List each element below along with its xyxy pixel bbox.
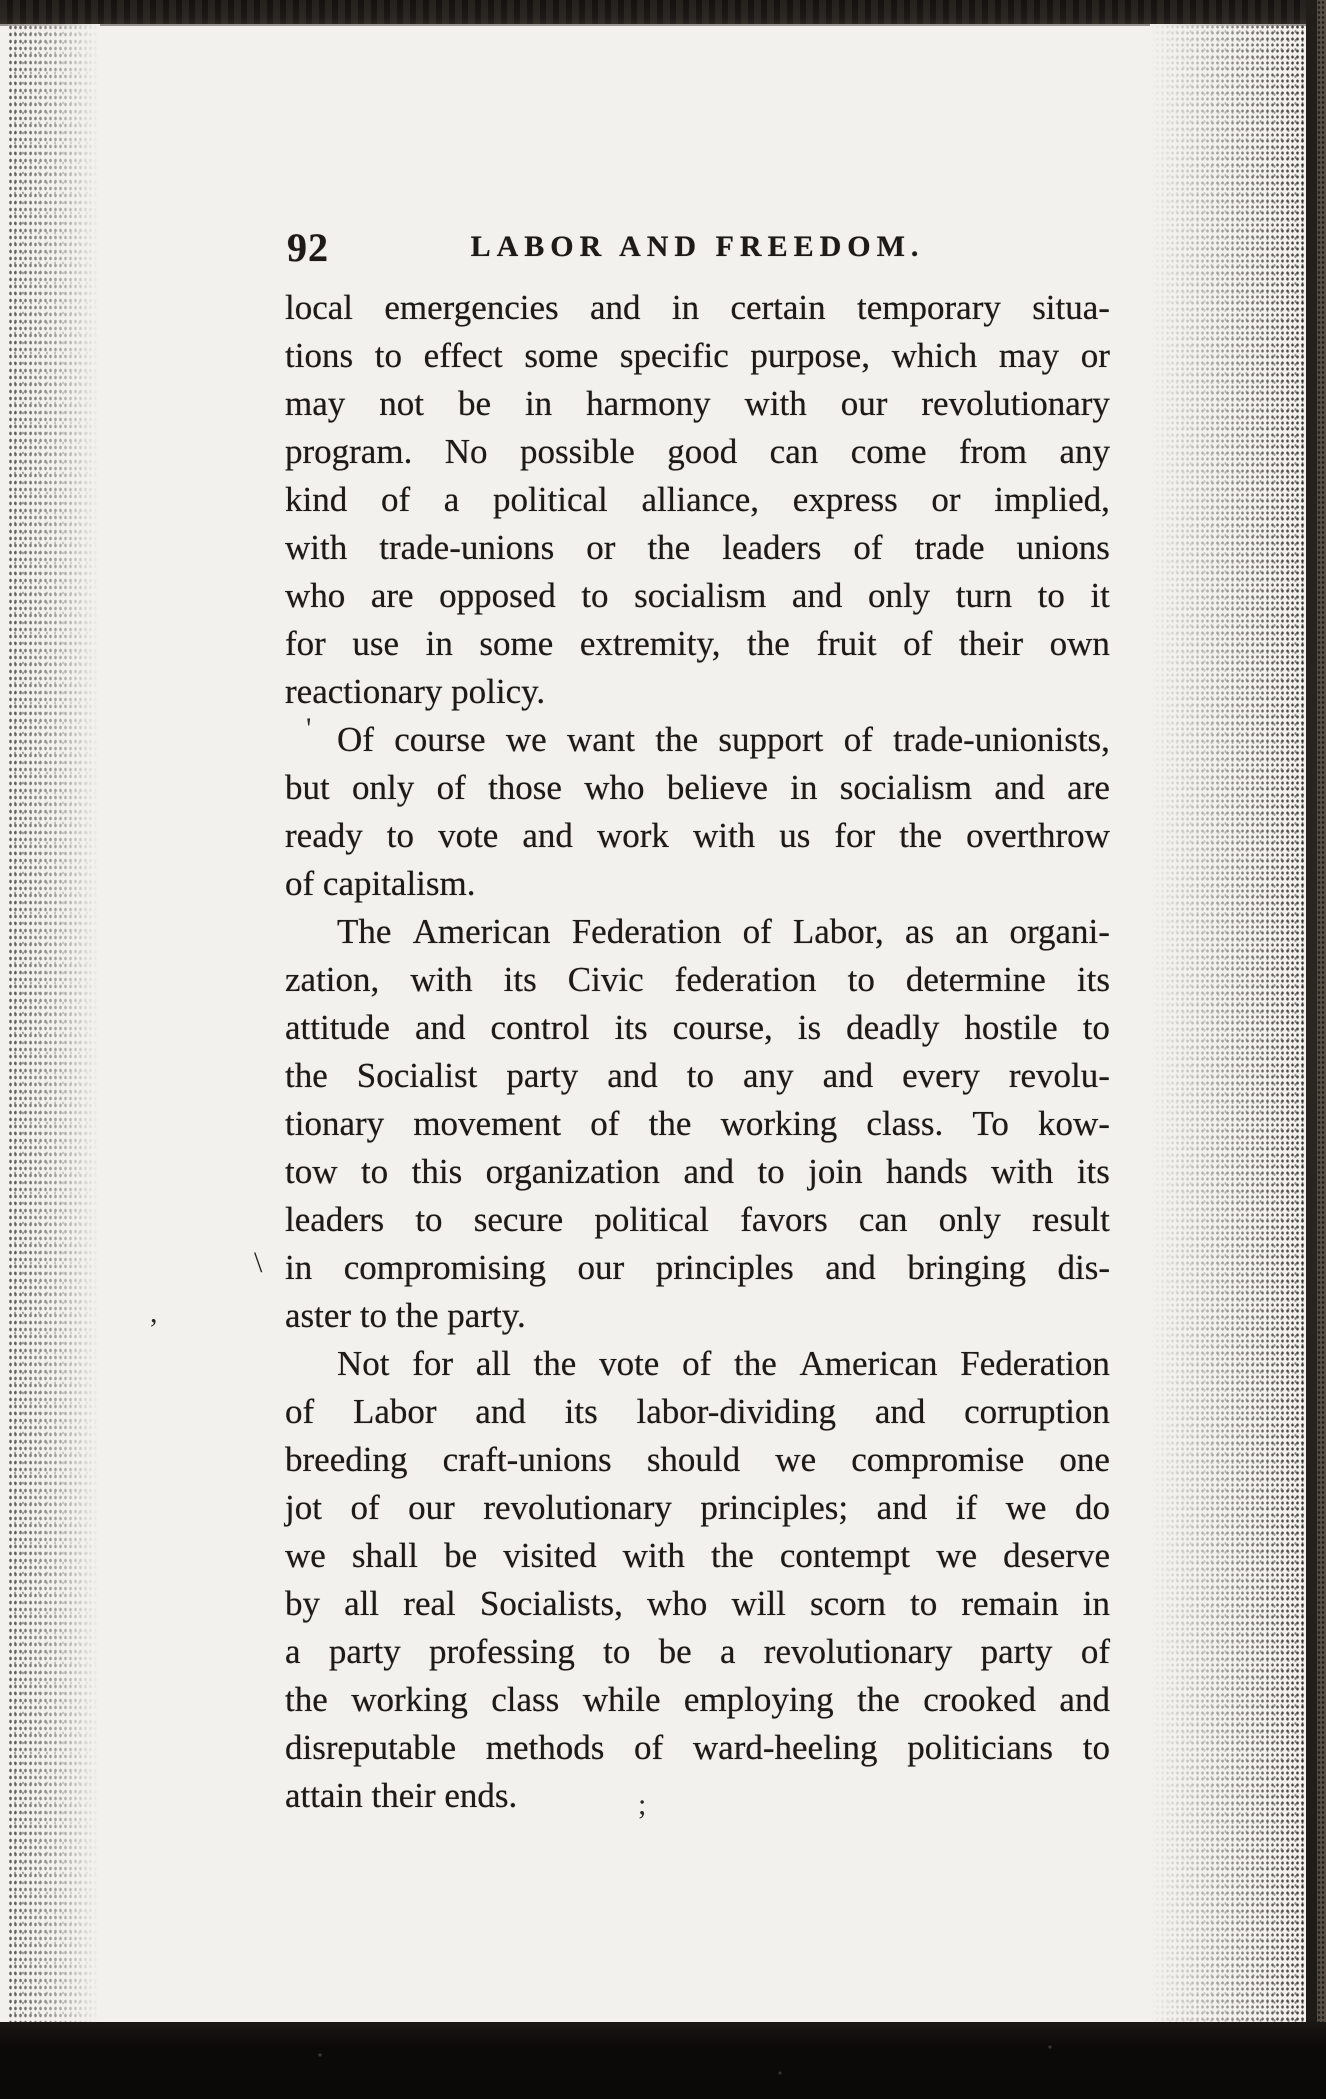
word: real (403, 1584, 456, 1623)
word: of (634, 1728, 664, 1767)
word: control (490, 1008, 590, 1047)
word: revolutionary (921, 384, 1110, 423)
word: we (1005, 1488, 1047, 1527)
word: harmony (586, 384, 711, 423)
word: are (1067, 768, 1110, 807)
word: only (938, 1200, 1001, 1239)
word: deserve (1003, 1536, 1110, 1575)
text-line (285, 284, 1110, 332)
word: only (352, 768, 415, 807)
word: we (285, 1536, 326, 1575)
word: of (436, 768, 466, 807)
text-line (285, 716, 1110, 764)
word: employing (683, 1680, 834, 1719)
word: ready (285, 816, 363, 855)
word: zation, (285, 960, 380, 999)
word: this (411, 1152, 463, 1191)
word: or (1080, 336, 1110, 375)
word: or (586, 528, 616, 567)
word: with (692, 816, 756, 855)
word: the (655, 720, 699, 759)
word: class (491, 1680, 560, 1719)
word: dis- (1057, 1248, 1110, 1287)
word: compromising (343, 1248, 546, 1287)
word: extremity, (579, 624, 721, 663)
word: result (1032, 1200, 1110, 1239)
word: and (1059, 1680, 1110, 1719)
word: shall (351, 1536, 419, 1575)
word: should (646, 1440, 741, 1479)
word: compromise (851, 1440, 1025, 1479)
word: its (564, 1392, 598, 1431)
word: join (808, 1152, 863, 1191)
word: it (1090, 576, 1110, 615)
word: bringing (907, 1248, 1026, 1287)
word: Not (337, 1344, 390, 1383)
word: do (1074, 1488, 1110, 1527)
text-line (285, 1340, 1110, 1388)
text-line (285, 1580, 1110, 1628)
word: to (386, 816, 415, 855)
page-number: 92 (287, 225, 329, 270)
word: party (506, 1056, 579, 1095)
word: kind (285, 480, 348, 519)
word: support (718, 720, 824, 759)
word: in (1082, 1584, 1110, 1623)
word: the (733, 1344, 777, 1383)
word: to (910, 1584, 938, 1623)
word: as (904, 912, 935, 951)
word: in (425, 624, 453, 663)
page-header (285, 224, 1110, 268)
word: principles; (700, 1488, 849, 1527)
word: of (682, 1344, 712, 1383)
word: for (412, 1344, 454, 1383)
word: Labor, (792, 912, 884, 951)
text-line (285, 1004, 1110, 1052)
word: one (1059, 1440, 1110, 1479)
word: craft-unions (442, 1440, 612, 1479)
text-line: attain their ends. (285, 1776, 518, 1815)
word: those (488, 768, 562, 807)
scan-page-edge-line (1306, 0, 1317, 2096)
word: revolutionary (483, 1488, 672, 1527)
word: to (686, 1056, 715, 1095)
text-line (285, 332, 1110, 380)
word: alliance, (641, 480, 760, 519)
scan-artifact: , (150, 1296, 158, 1329)
word: an (955, 912, 989, 951)
word: the (285, 1056, 328, 1095)
word: principles (655, 1248, 794, 1287)
word: and (822, 1056, 874, 1095)
word: from (958, 432, 1027, 471)
word: temporary (857, 288, 1001, 327)
word: and (876, 1488, 928, 1527)
word: believe (666, 768, 768, 807)
text-line (285, 476, 1110, 524)
word: Federation (960, 1344, 1110, 1383)
text-line (285, 764, 1110, 812)
word: attitude (285, 1008, 390, 1047)
text-line (285, 1724, 1110, 1772)
scan-shadow-right (1150, 24, 1306, 2022)
word: to (374, 336, 402, 375)
word: of (590, 1104, 620, 1143)
word: The (337, 912, 392, 951)
word: Federation (571, 912, 722, 951)
word: opposed (439, 576, 556, 615)
word: effect (423, 336, 503, 375)
word: hands (886, 1152, 968, 1191)
word: and (475, 1392, 526, 1431)
word: organization (485, 1152, 660, 1191)
paragraph (285, 908, 1110, 1340)
word: if (955, 1488, 978, 1527)
word: revolutionary (763, 1632, 953, 1671)
text-line (285, 812, 1110, 860)
word: while (582, 1680, 661, 1719)
word: and (994, 768, 1045, 807)
page-body-text (285, 284, 1110, 1820)
word: we (505, 720, 547, 759)
scan-top-edge (0, 0, 1326, 24)
word: can (858, 1200, 908, 1239)
word: to (581, 576, 609, 615)
word: professing (429, 1632, 575, 1671)
word: course, (672, 1008, 773, 1047)
word: fruit (816, 624, 877, 663)
word: overthrow (966, 816, 1110, 855)
word: class. (866, 1104, 944, 1143)
word: their (958, 624, 1024, 663)
word: Socialists, (479, 1584, 623, 1623)
word: of (853, 528, 883, 567)
word: crooked (923, 1680, 1036, 1719)
word: vote (438, 816, 499, 855)
word: in (524, 384, 553, 423)
word: any (1059, 432, 1110, 471)
word: of (903, 624, 933, 663)
word: political (594, 1200, 710, 1239)
text-line (285, 1676, 1110, 1724)
word: determine (905, 960, 1046, 999)
word: American (799, 1344, 938, 1383)
word: politicians (907, 1728, 1054, 1767)
word: and (414, 1008, 466, 1047)
word: all (344, 1584, 380, 1623)
word: secure (473, 1200, 564, 1239)
text-line (285, 1196, 1110, 1244)
word: to (757, 1152, 785, 1191)
word: the (711, 1536, 754, 1575)
word: any (743, 1056, 794, 1095)
word: to (847, 960, 875, 999)
word: its (1076, 960, 1110, 999)
paragraph (285, 1340, 1110, 1820)
text-line (285, 908, 1110, 956)
word: work (596, 816, 669, 855)
scan-artifact: ; (638, 1788, 647, 1821)
word: turn (955, 576, 1013, 615)
word: may (285, 384, 346, 423)
word: Civic (567, 960, 644, 999)
word: the (647, 528, 691, 567)
word: every (902, 1056, 980, 1095)
word: and (589, 288, 641, 327)
word: express (792, 480, 898, 519)
word: the (857, 1680, 900, 1719)
word: some (524, 336, 599, 375)
word: course (394, 720, 486, 759)
word: working (720, 1104, 838, 1143)
word: some (479, 624, 554, 663)
word: is (797, 1008, 822, 1047)
word: of (843, 720, 873, 759)
word: may (998, 336, 1060, 375)
word: jot (285, 1488, 322, 1527)
word: favors (740, 1200, 828, 1239)
word: and (607, 1056, 658, 1095)
word: with (285, 528, 348, 567)
word: be (658, 1632, 692, 1671)
scan-artifact: \ (254, 1246, 263, 1279)
word: tionary (285, 1104, 385, 1143)
word: trade-unionists, (893, 720, 1110, 759)
word: tions (285, 336, 354, 375)
word: political (493, 480, 608, 519)
word: To (972, 1104, 1009, 1143)
word: good (667, 432, 738, 471)
word: trade-unions (379, 528, 555, 567)
word: federation (674, 960, 817, 999)
word: in (790, 768, 818, 807)
word: come (850, 432, 927, 471)
text-line (285, 524, 1110, 572)
word: of (285, 1392, 315, 1431)
text-line (285, 1244, 1110, 1292)
word: contempt (779, 1536, 911, 1575)
word: which (891, 336, 978, 375)
word: its (614, 1008, 648, 1047)
word: for (834, 816, 876, 855)
word: with (622, 1536, 685, 1575)
word: the (899, 816, 943, 855)
word: our (408, 1488, 455, 1527)
word: and (791, 576, 843, 615)
word: are (370, 576, 414, 615)
text-line (285, 1484, 1110, 1532)
text-line: aster to the party. (285, 1296, 526, 1335)
word: organi- (1009, 912, 1110, 951)
word: No (444, 432, 488, 471)
scan-right-margin (1317, 0, 1326, 2096)
text-line (285, 1532, 1110, 1580)
paragraph (285, 284, 1110, 716)
word: deadly (846, 1008, 940, 1047)
word: a (285, 1632, 301, 1671)
word: not (379, 384, 424, 423)
word: to (1037, 576, 1065, 615)
word: use (352, 624, 400, 663)
word: of (380, 480, 411, 519)
text-line (285, 1052, 1110, 1100)
word: vote (599, 1344, 660, 1383)
word: with (744, 384, 807, 423)
text-line (285, 620, 1110, 668)
text-line (285, 572, 1110, 620)
word: ward-heeling (692, 1728, 878, 1767)
word: visited (503, 1536, 597, 1575)
text-line (285, 1436, 1110, 1484)
word: American (412, 912, 551, 951)
word: will (731, 1584, 786, 1623)
word: program. (285, 432, 413, 471)
word: the (747, 624, 790, 663)
word: of (350, 1488, 380, 1527)
word: emergencies (384, 288, 559, 327)
text-line (285, 380, 1110, 428)
word: only (867, 576, 931, 615)
word: the (648, 1104, 692, 1143)
word: kow- (1038, 1104, 1110, 1143)
word: who (285, 576, 346, 615)
word: its (503, 960, 537, 999)
word: to (1082, 1008, 1110, 1047)
word: with (991, 1152, 1054, 1191)
word: methods (485, 1728, 605, 1767)
word: the (285, 1680, 328, 1719)
word: corruption (964, 1392, 1110, 1431)
scan-binding-noise-left (8, 24, 100, 2022)
word: breeding (285, 1440, 408, 1479)
word: a (719, 1632, 736, 1671)
word: revolu- (1008, 1056, 1110, 1095)
paragraph (285, 716, 1110, 908)
word: a (443, 480, 460, 519)
word: labor-dividing (636, 1392, 837, 1431)
word: party (328, 1632, 401, 1671)
text-line (285, 428, 1110, 476)
word: for (285, 624, 326, 663)
word: unions (1016, 528, 1110, 567)
word: tow (285, 1152, 338, 1191)
word: scorn (810, 1584, 886, 1623)
text-line (285, 1388, 1110, 1436)
text-line: of capitalism. (285, 864, 476, 903)
word: specific (619, 336, 729, 375)
word: in (285, 1248, 313, 1287)
text-line: reactionary policy. (285, 672, 546, 711)
word: socialism (839, 768, 972, 807)
word: disreputable (285, 1728, 457, 1767)
word: by (285, 1584, 320, 1623)
word: and (825, 1248, 876, 1287)
word: we (936, 1536, 978, 1575)
word: we (775, 1440, 817, 1479)
text-line (285, 956, 1110, 1004)
word: possible (520, 432, 635, 471)
word: all (475, 1344, 511, 1383)
running-title: LABOR AND FREEDOM. (470, 230, 925, 263)
scan-bottom-edge (0, 2022, 1326, 2099)
word: can (769, 432, 819, 471)
word: and (874, 1392, 926, 1431)
word: working (351, 1680, 468, 1719)
word: leaders (722, 528, 822, 567)
word: own (1049, 624, 1110, 663)
text-line (285, 1100, 1110, 1148)
word: remain (961, 1584, 1059, 1623)
word: Of (337, 720, 374, 759)
word: certain (730, 288, 826, 327)
word: party (980, 1632, 1053, 1671)
word: who (647, 1584, 708, 1623)
word: our (577, 1248, 625, 1287)
word: be (457, 384, 491, 423)
word: Socialist (356, 1056, 478, 1095)
word: but (285, 768, 330, 807)
word: to (603, 1632, 631, 1671)
word: situa- (1032, 288, 1110, 327)
word: its (1076, 1152, 1110, 1191)
word: Labor (352, 1392, 437, 1431)
word: socialism (634, 576, 767, 615)
word: hostile (964, 1008, 1058, 1047)
scan-artifact: ' (306, 712, 312, 745)
word: to (415, 1200, 443, 1239)
word: and (683, 1152, 734, 1191)
text-line (285, 1148, 1110, 1196)
word: leaders (285, 1200, 385, 1239)
word: or (931, 480, 961, 519)
word: movement (413, 1104, 562, 1143)
word: and (522, 816, 573, 855)
word: our (840, 384, 888, 423)
word: in (671, 288, 700, 327)
word: to (360, 1152, 389, 1191)
word: to (1082, 1728, 1110, 1767)
word: local (285, 288, 354, 327)
word: who (584, 768, 645, 807)
word: trade (914, 528, 985, 567)
word: with (410, 960, 473, 999)
text-line (285, 1628, 1110, 1676)
word: implied, (994, 480, 1110, 519)
word: purpose, (750, 336, 870, 375)
word: want (567, 720, 636, 759)
word: be (444, 1536, 478, 1575)
word: of (1080, 1632, 1110, 1671)
word: us (779, 816, 811, 855)
word: the (533, 1344, 577, 1383)
word: of (742, 912, 772, 951)
